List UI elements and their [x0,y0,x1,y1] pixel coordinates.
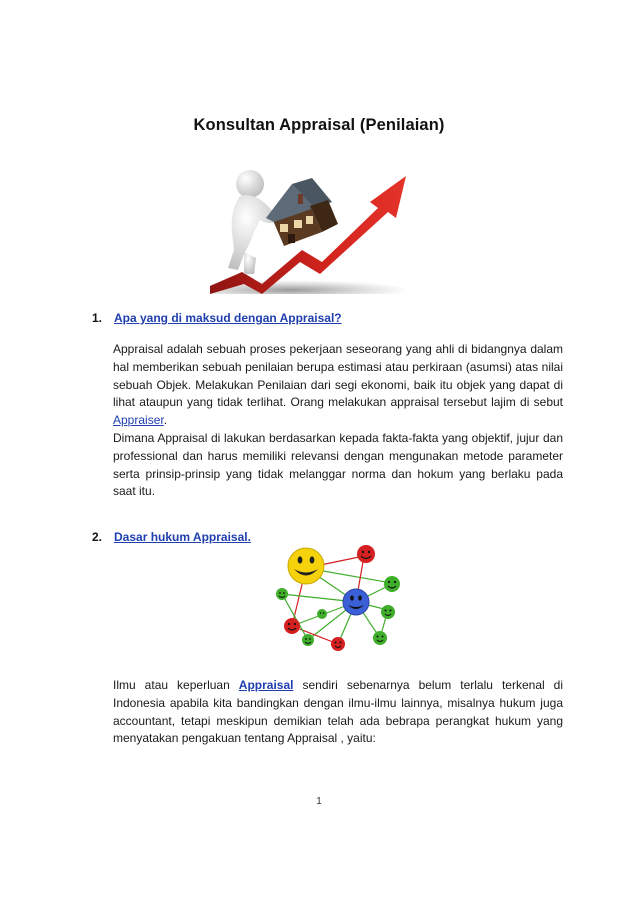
section-1-heading-link[interactable]: Apa yang di maksud dengan Appraisal? [114,311,342,325]
section-2-text: Ilmu atau keperluan [113,678,239,692]
section-1-text-end: . [163,413,168,428]
yellow-smiley-icon [288,548,324,584]
blue-smiley-icon [343,589,369,615]
section-1-heading [92,311,342,325]
section-1-paragraph-1 [113,341,563,501]
house-icon [266,178,338,246]
appraisal-link[interactable]: Appraisal [238,678,294,692]
section-1-number: 1. [92,311,103,325]
section-2-heading-link[interactable]: Dasar hukum Appraisal. [114,530,251,544]
section-2-heading [92,530,251,544]
section-1-paragraph-2: Dimana Appraisal di lakukan berdasarkan kepada fakta-fakta yang objektif, jujur dan professional dan harus memiliki relevansi dengan mengunakan metode parameter serta prinsip-prinsip yang tidak melanggar norma dan hokum yang berlaku pada saat itu. [113,430,563,499]
page-title: Konsultan Appraisal (Penilaian) [193,116,445,134]
house-arrow-illustration [210,162,430,294]
section-2-text-rest: sendiri sebenarnya belum terlalu terkenal di Indonesia apabila kita bandingkan dengan ilmu-ilmu lainnya, misalnya hukum juga accountant, tetapi meskipun demikian telah ada bebrapa perangkat hukum yang menyatakan pengakuan tentang Appraisal , yaitu: [113,678,564,746]
figure-icon [228,170,280,274]
section-2-number: 2. [92,530,103,544]
green-smiley-icon [276,576,400,646]
appraiser-link[interactable]: Appraiser [113,413,164,428]
section-2-paragraph [113,677,563,748]
section-1-text: Appraisal adalah sebuah proses pekerjaan seseorang yang ahli di bidangnya dalam hal memberikan sebuah penilaian berupa estimasi atau perkiraan (asumsi) atas nilai sebuah Objek. Melakukan Penilaian dari segi ekonomi, baik itu objek yang dapat di lihat ataupun yang tidak terlihat. Orang melakukan appraisal tersebut lajim di sebut [113,342,563,410]
smiley-network-illustration [268,540,408,652]
page-number: 1 [316,796,322,807]
